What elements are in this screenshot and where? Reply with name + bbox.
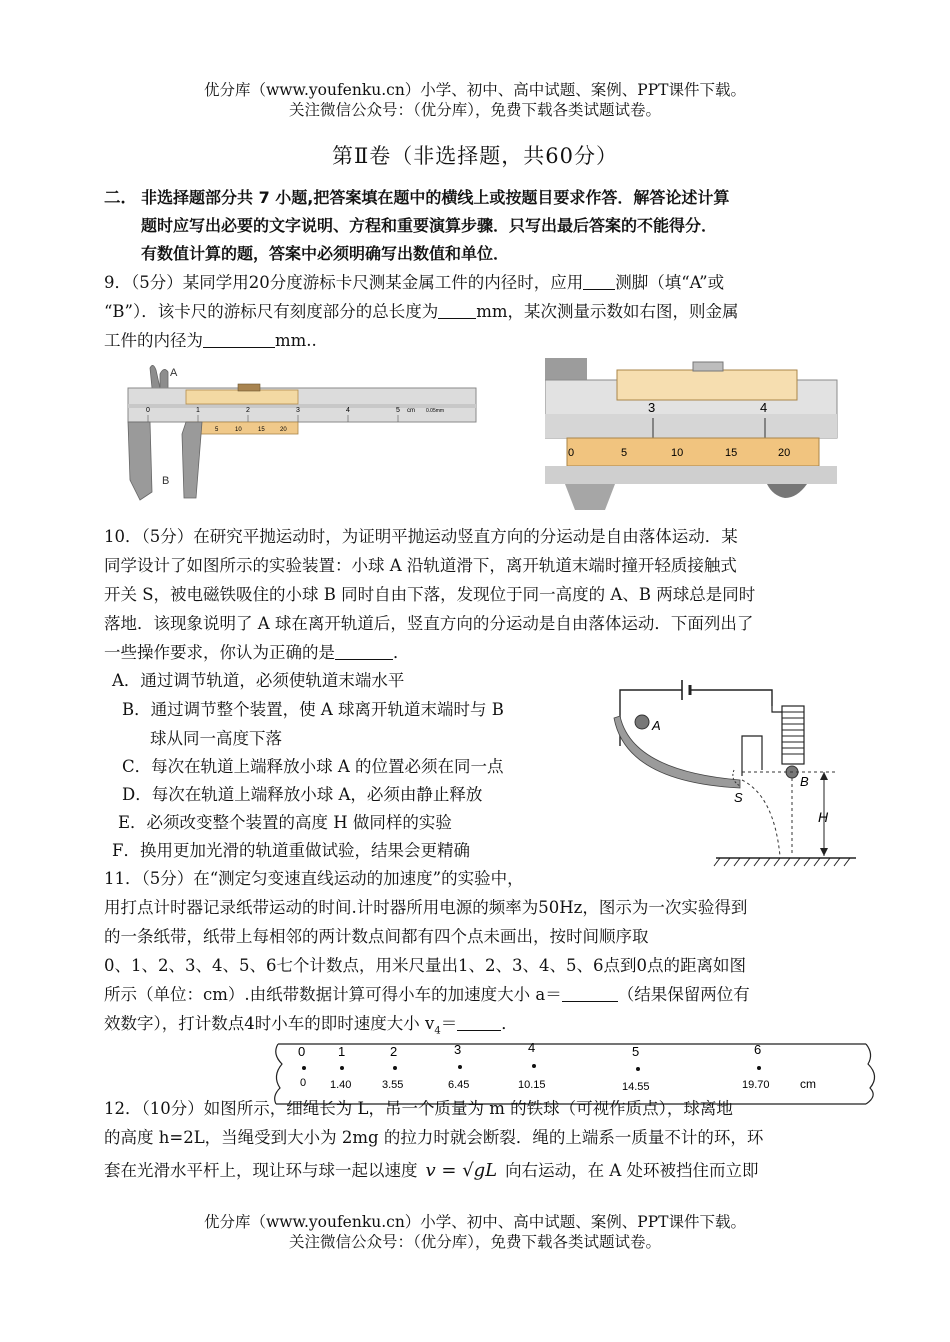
section-title: 第Ⅱ卷（非选择题，共60分） [332, 144, 618, 168]
q10-line-4: 落地．该现象说明了 A 球在离开轨道后，竖直方向的分运动是自由落体运动．下面列出了 [104, 614, 754, 633]
q12-line-3-end: 向右运动，在 A 处环被挡住而立即 [505, 1161, 759, 1180]
right-vernier-tick-15: 15 [725, 447, 738, 459]
q12-line-2: 的高度 h=2L，当绳受到大小为 2mg 的拉力时就会断裂．绳的上端系一质量不计的环，环 [104, 1128, 764, 1147]
q11-line-5-end: （结果保留两位有 [617, 985, 750, 1004]
left-vernier-tick-15: 15 [258, 427, 265, 433]
question-12 [104, 1094, 848, 1185]
tape-dot-1 [340, 1066, 344, 1070]
tape-distance-1: 1.40 [330, 1079, 352, 1091]
left-vernier-tick-5: 5 [215, 427, 219, 433]
instructions-line-1: 非选择题部分共 7 小题,把答案填在题中的横线上或按题目要求作答．解答论述计算 [141, 188, 730, 207]
q9-blank-length[interactable] [438, 302, 476, 319]
right-main-tick-3: 3 [648, 400, 656, 415]
tape-distance-6: 19.70 [742, 1079, 770, 1091]
question-11 [104, 864, 848, 1045]
tape-distance-5: 14.55 [622, 1081, 650, 1093]
tape-distance-2: 3.55 [382, 1079, 404, 1091]
instructions-line-2: 题时应写出必要的文字说明、方程和重要演算步骤．只写出最后答案的不能得分． [141, 216, 718, 235]
q10-line-3: 开关 S，被电磁铁吸住的小球 B 同时自由下落，发现位于同一高度的 A、B 两球总是同时 [104, 585, 756, 604]
right-vernier-tick-0: 0 [568, 447, 575, 459]
q9-text-2: 测脚（填“A”或 [615, 273, 725, 292]
q11-equals: ＝ [440, 1014, 458, 1033]
tape-point-1: 1 [338, 1044, 346, 1059]
left-resolution-label: 0.05mm [426, 408, 445, 414]
tape-point-3: 3 [454, 1042, 462, 1057]
left-main-tick-1: 1 [196, 407, 200, 414]
q9-text-4: mm，某次测量示数如右图，则金属 [476, 302, 739, 321]
tape-distance-4: 10.15 [518, 1079, 546, 1091]
tape-point-5: 5 [632, 1044, 640, 1059]
q12-line-3: 套在光滑水平杆上，现让环与球一起以速度 [104, 1161, 418, 1180]
q10-line-2: 同学设计了如图所示的实验装置：小球 A 沿轨道滑下，离开轨道末端时撞开轻质接触式 [104, 556, 737, 575]
left-main-tick-3: 3 [296, 407, 300, 414]
q10-option-e: E．必须改变整个装置的高度 H 做同样的实验 [118, 813, 452, 832]
left-main-tick-4: 4 [346, 407, 350, 414]
ball-b-label: B [800, 774, 809, 789]
q10-answer-blank[interactable] [335, 643, 393, 660]
q9-blank-jaw[interactable] [583, 273, 615, 290]
instructions-line-3: 有数值计算的题，答案中必须明确写出数值和单位． [141, 244, 510, 263]
q11-line-3: 的一条纸带，纸带上每相邻的两计数点间都有四个点未画出，按时间顺序取 [104, 927, 649, 946]
instructions-number: 二． [104, 188, 137, 207]
tape-dot-6 [757, 1066, 761, 1070]
q9-text-5: 工件的内径为 [104, 331, 203, 350]
page-footer-line-1: 优分库（www.youfenku.cn）小学、初中、高中试题、案例、PPT课件下载。 [203, 1213, 747, 1231]
q12-velocity-formula: v = √gL [425, 1160, 498, 1181]
left-vernier-tick-20: 20 [280, 427, 287, 433]
tape-distance-0: 0 [300, 1077, 307, 1089]
tape-point-4: 4 [528, 1040, 536, 1055]
tape-dot-4 [532, 1064, 536, 1068]
q9-text-6: mm.. [275, 331, 317, 350]
q10-option-d: D．每次在轨道上端释放小球 A，必须由静止释放 [122, 785, 483, 804]
tape-dot-0 [302, 1066, 306, 1070]
q9-text-3: “B”）．该卡尺的游标尺有刻度部分的总长度为 [104, 302, 439, 321]
q10-line-1: 10．（5分）在研究平抛运动时，为证明平抛运动竖直方向的分运动是自由落体运动．某 [104, 527, 738, 546]
q10-option-b: B．通过调节整个装置，使 A 球离开轨道末端时与 B [122, 700, 504, 719]
left-main-tick-0: 0 [146, 407, 150, 414]
q11-line-5: 所示（单位：cm）.由纸带数据计算可得小车的加速度大小 a＝ [104, 985, 562, 1004]
right-vernier-tick-5: 5 [621, 447, 628, 459]
q9-blank-diameter[interactable] [203, 331, 275, 348]
tape-dot-2 [393, 1066, 397, 1070]
tape-point-2: 2 [390, 1044, 398, 1059]
jaw-a-label: A [170, 367, 178, 379]
right-main-tick-4: 4 [760, 400, 768, 415]
question-9 [104, 268, 848, 355]
q10-option-f: F．换用更加光滑的轨道重做试验，结果会更精确 [112, 841, 470, 860]
right-vernier-tick-20: 20 [778, 447, 791, 459]
tape-point-6: 6 [754, 1042, 762, 1057]
q10-option-a: A．通过调节轨道，必须使轨道末端水平 [112, 671, 405, 690]
q11-line-6-end: ． [501, 1014, 518, 1033]
ball-a-label: A [652, 718, 661, 733]
q11-velocity-blank[interactable] [457, 1014, 501, 1031]
q11-line-1: 11．（5分）在“测定匀变速直线运动的加速度”的实验中， [104, 869, 524, 888]
q11-acceleration-blank[interactable] [562, 985, 618, 1002]
projectile-apparatus-diagram [612, 676, 858, 876]
tape-point-0: 0 [298, 1044, 306, 1059]
switch-s-label: S [734, 790, 743, 805]
q9-text-1: 9．（5分）某同学用20分度游标卡尺测某金属工件的内径时，应用 [104, 273, 584, 292]
height-h-label: H [818, 809, 829, 825]
left-main-tick-5: 5 [396, 407, 400, 414]
q11-line-4: 0、1、2、3、4、5、6七个计数点，用米尺量出1、2、3、4、5、6点到0点的距离如图 [104, 956, 746, 975]
jaw-b-label: B [162, 475, 170, 487]
left-main-tick-2: 2 [246, 407, 250, 414]
tape-dot-5 [636, 1067, 640, 1071]
right-vernier-tick-10: 10 [671, 447, 684, 459]
q10-option-c: C．每次在轨道上端释放小球 A 的位置必须在同一点 [122, 757, 504, 776]
q11-subscript: 4 [434, 1025, 441, 1037]
question-10 [104, 522, 848, 667]
page-header-line-2: 关注微信公众号：（优分库），免费下载各类试题试卷。 [288, 101, 661, 119]
q10-line-5-end: ． [393, 643, 410, 662]
q10-option-b-cont: 球从同一高度下落 [150, 729, 282, 748]
left-vernier-tick-10: 10 [235, 427, 242, 433]
instructions-text [141, 184, 853, 268]
tape-dot-3 [458, 1065, 462, 1069]
q12-line-1: 12．（10分）如图所示，细绳长为 L，吊一个质量为 m 的铁球（可视作质点），球离地 [104, 1099, 733, 1118]
page-header-line-1: 优分库（www.youfenku.cn）小学、初中、高中试题、案例、PPT课件下载。 [203, 81, 747, 99]
q11-line-2: 用打点计时器记录纸带运动的时间.计时器所用电源的频率为50Hz，图示为一次实验得到 [104, 898, 748, 917]
left-main-unit: cm [407, 408, 415, 414]
caliper-full-diagram [120, 360, 480, 510]
tape-unit: cm [800, 1077, 816, 1091]
tape-distance-3: 6.45 [448, 1079, 470, 1091]
q11-line-6: 效数字），打计数点4时小车的即时速度大小 v [104, 1014, 435, 1033]
caliper-zoom-diagram [545, 358, 841, 510]
q10-line-5: 一些操作要求，你认为正确的是 [104, 643, 335, 662]
page-footer-line-2: 关注微信公众号：（优分库），免费下载各类试题试卷。 [288, 1233, 661, 1251]
